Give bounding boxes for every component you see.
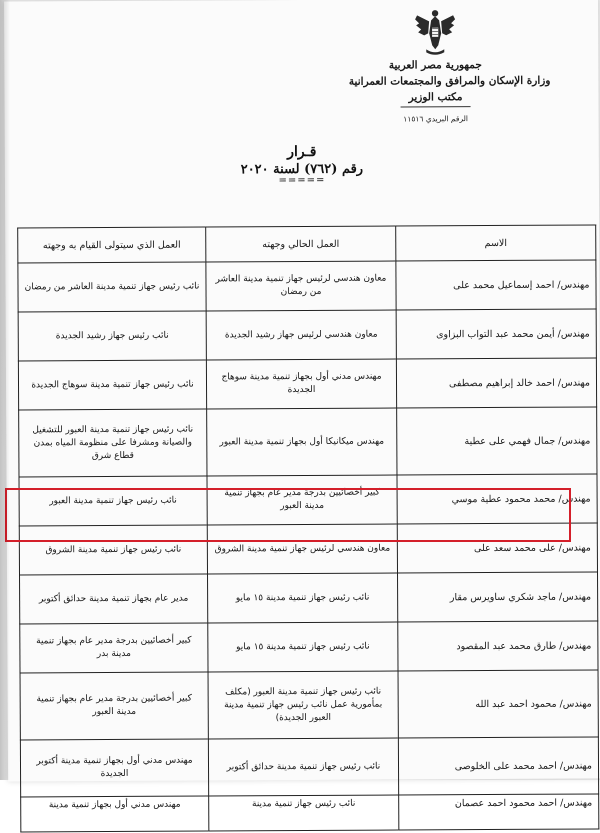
cell-current-job: نائب رئيس جهاز تنمية مدينة xyxy=(209,795,399,831)
cell-next-job: نائب رئيس جهاز رشيد الجديدة xyxy=(18,311,206,361)
table-row xyxy=(18,358,596,410)
cell-name: مهندس/ احمد محمود احمد عصمان xyxy=(399,794,599,830)
letterhead xyxy=(348,5,551,128)
decision-divider: ===== xyxy=(278,174,326,187)
table-header-row xyxy=(18,225,596,263)
table-row xyxy=(21,794,599,832)
cell-name: مهندس/ على محمد سعد على xyxy=(397,523,597,573)
cell-name: مهندس/ ماجد شكري ساويرس مقار xyxy=(398,572,598,622)
letterhead-postal-code: الرقم البريدي ١١٥١٦ xyxy=(403,114,468,124)
cell-current-job: نائب رئيس جهاز تنمية مدينة حدائق أكتوبر xyxy=(208,738,398,796)
cell-current-job: معاون هندسي لرئيس جهاز تنمية مدينة الشروق xyxy=(207,524,397,574)
paper-sheet xyxy=(4,0,600,811)
cell-name: مهندس/ احمد إسماعيل محمد على xyxy=(396,260,596,310)
header-name: الاسم xyxy=(396,225,596,261)
cell-current-job: نائب رئيس جهاز تنمية مدينة العبور (مكلف بمأمورية عمل نائب رئيس جهاز تنمية مدينة العبور الجديدة) xyxy=(208,671,398,739)
header-current-job: العمل الحالي وجهته xyxy=(206,226,396,262)
table-row xyxy=(20,621,598,673)
cell-next-job: مهندس مدني أول بجهاز تنمية مدينة أكتوبر الجديدة xyxy=(20,739,208,797)
cell-next-job: نائب رئيس جهاز تنمية مدينة العبور للتشغيل والصيانة ومشرفا على منظومة المياه بمدن قطاع شرق xyxy=(19,409,207,477)
table-row xyxy=(20,572,598,624)
cell-next-job: نائب رئيس جهاز تنمية مدينة العاشر من رمضان xyxy=(18,262,206,312)
decision-title: قـرار xyxy=(287,143,317,161)
cell-current-job: مهندس مدني أول بجهاز تنمية مدينة سوهاج الجديدة xyxy=(206,359,396,409)
table-row xyxy=(18,309,596,361)
cell-next-job: نائب رئيس جهاز تنمية مدينة سوهاج الجديدة xyxy=(18,360,206,410)
cell-current-job: نائب رئيس جهاز تنمية مدينة ١٥ مايو xyxy=(208,573,398,623)
table-row xyxy=(19,474,597,526)
table-row xyxy=(19,407,597,477)
decision-number: رقم (٧٦٢) لسنة ٢٠٢٠ xyxy=(240,161,364,178)
cell-next-job: كبير أخصائيين بدرجة مدير عام بجهاز تنمية مدينة العبور xyxy=(20,672,208,740)
letterhead-country: جمهورية مصر العربية xyxy=(388,59,482,72)
cell-next-job: مهندس مدني أول بجهاز تنمية مدينة xyxy=(21,796,209,832)
table-row xyxy=(20,670,598,740)
cell-current-job: نائب رئيس جهاز تنمية مدينة ١٥ مايو xyxy=(208,622,398,672)
cell-name: مهندس/ أيمن محمد عبد التواب البزاوى xyxy=(396,309,596,359)
cell-current-job: مهندس ميكانيكا أول بجهاز تنمية مدينة العبور xyxy=(207,408,397,476)
cell-name: مهندس/ محمود احمد عبد الله xyxy=(398,670,598,738)
cell-next-job: كبير أخصائيين بدرجة مدير عام بجهاز تنمية مدينة بدر xyxy=(20,623,208,673)
letterhead-office: مكتب الوزير xyxy=(408,91,463,104)
eagle-emblem-icon xyxy=(414,5,456,57)
cell-next-job: نائب رئيس جهاز تنمية مدينة العبور xyxy=(19,476,207,526)
cell-current-job: كبير أخصائيين بدرجة مدير عام بجهاز تنمية مدينة العبور xyxy=(207,475,397,525)
cell-name: مهندس/ احمد محمد على الخلوصى xyxy=(398,737,598,795)
assignments-table xyxy=(17,224,599,832)
header-next-job: العمل الذي سيتولى القيام به وجهته xyxy=(18,227,206,263)
letterhead-divider xyxy=(401,106,471,107)
letterhead-ministry: وزارة الإسكان والمرافق والمجتمعات العمرانية xyxy=(348,74,551,88)
decision-heading xyxy=(5,142,599,187)
cell-name: مهندس/ محمد محمود عطية موسي xyxy=(397,474,597,524)
table-row xyxy=(20,737,598,797)
cell-name: مهندس/ جمال فهمي على عطية xyxy=(397,407,597,475)
cell-current-job: معاون هندسي لرئيس جهاز تنمية مدينة العاشر من رمضان xyxy=(206,261,396,311)
cell-next-job: نائب رئيس جهاز تنمية مدينة الشروق xyxy=(19,525,207,575)
table-row-highlighted xyxy=(19,523,597,575)
cell-current-job: معاون هندسي لرئيس جهاز رشيد الجديدة xyxy=(206,310,396,360)
cell-name: مهندس/ احمد خالد إبراهيم مصطفى xyxy=(396,358,596,408)
table-row xyxy=(18,260,596,312)
cell-next-job: مدير عام بجهاز تنمية مدينة حدائق أكتوبر xyxy=(20,574,208,624)
cell-name: مهندس/ طارق محمد عبد المقصود xyxy=(398,621,598,671)
